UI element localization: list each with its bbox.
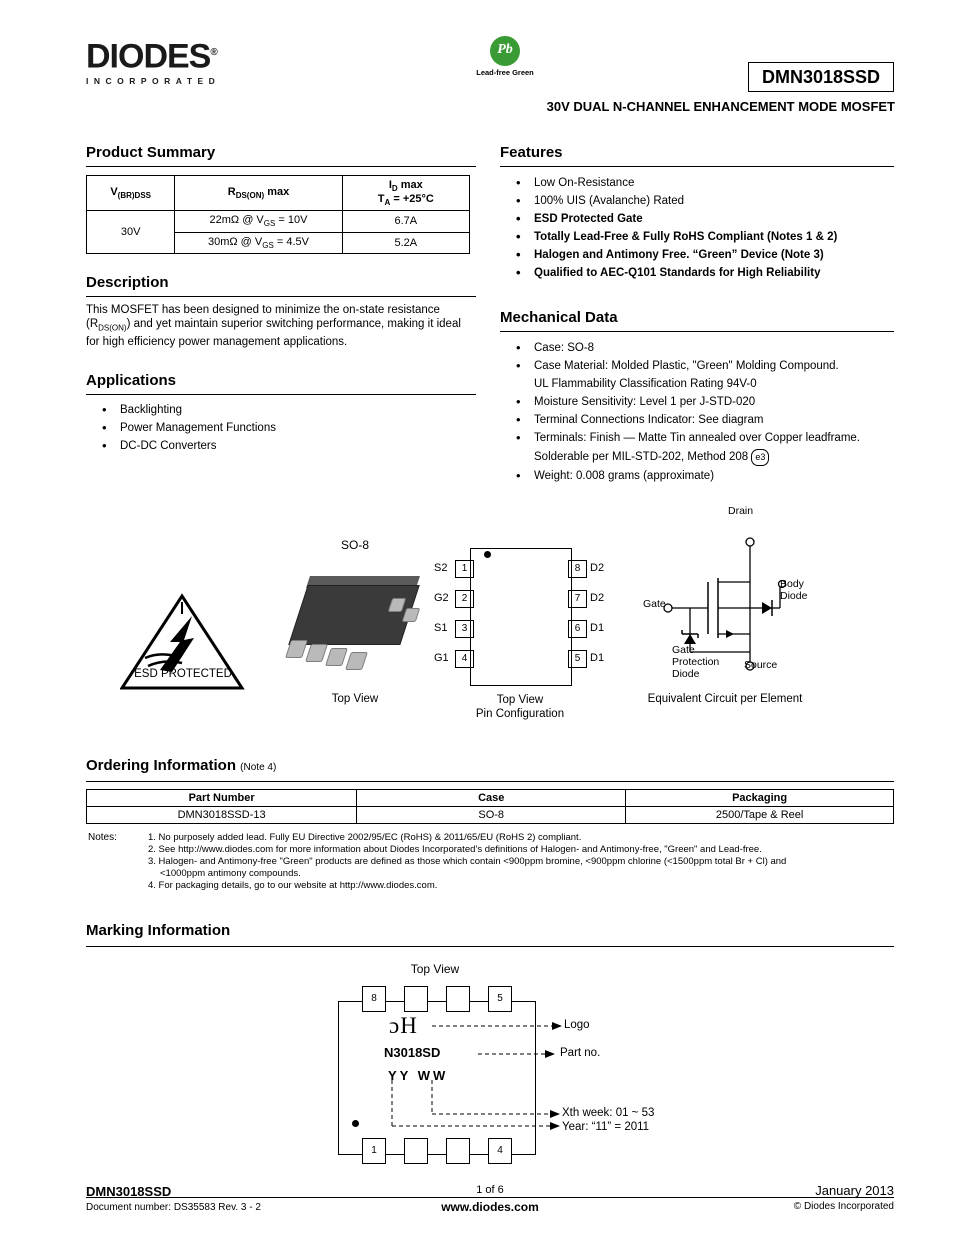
list-item: • 100% UIS (Avalanche) Rated [508, 194, 908, 209]
notes-list [148, 832, 888, 892]
cell-rds-2: 30mΩ @ $V_{GS} = 4.5V$ [175, 232, 342, 253]
pin-number-2: 2 [455, 590, 474, 608]
schematic-gate-label: Gate [643, 598, 666, 610]
pin-label-d1-b: D1 [590, 652, 605, 664]
divider [500, 331, 894, 332]
list-item: • Moisture Sensitivity: Level 1 per J-STD-020 [508, 395, 908, 410]
package-pin [402, 608, 421, 622]
cell-packaging: 2500/Tape & Reel [626, 807, 894, 824]
list-item: • Terminals: Finish — Matte Tin annealed over Copper leadframe. [508, 431, 908, 446]
list-item: UL Flammability Classification Rating 94V-0 [534, 378, 757, 390]
cell-case: SO-8 [357, 807, 626, 824]
marking-top-view-label: Top View [410, 962, 460, 976]
note-item: 4. For packaging details, go to our website at http://www.diodes.com. [148, 880, 438, 891]
product-summary-heading: Product Summary [86, 144, 216, 161]
pin-label-g2: G2 [434, 592, 449, 604]
table-header-row [87, 790, 894, 807]
marking-pin1-dot [352, 1120, 359, 1127]
lead-free-green-badge [470, 36, 540, 77]
pin-number-1: 1 [455, 560, 474, 578]
marking-pin-8: 8 [362, 986, 386, 1012]
list-item: • Case Material: Molded Plastic, "Green" Molding Compound. [508, 359, 908, 374]
package-name-label: SO-8 [340, 538, 369, 552]
pb-label: Lead-free Green [476, 68, 534, 77]
marking-pin-top-2 [404, 986, 428, 1012]
list-item: • Power Management Functions [94, 421, 474, 436]
schematic-gate-protection-label: Gate Protection Diode [672, 644, 720, 680]
footer-copyright: © Diodes Incorporated [793, 1201, 894, 1212]
pin-configuration-outline [470, 548, 572, 686]
list-item: • Backlighting [94, 403, 474, 418]
list-item: • Low On-Resistance [508, 176, 908, 191]
schematic-source-label: Source [744, 659, 778, 671]
note-item: 3. Halogen- and Antimony-free "Green" products are defined as those which contain <900ppm bromine, <900ppm chlorine (<1500ppm total Br + Cl) and [148, 856, 787, 867]
table-header-row [87, 176, 470, 211]
description-heading: Description [86, 274, 169, 291]
package-pin [345, 652, 368, 670]
schematic-body-diode-label: Body Diode [780, 578, 808, 602]
pin-number-3: 3 [455, 620, 474, 638]
esd-protected-label: ESD PROTECTED [134, 668, 232, 680]
pin-number-6: 6 [568, 620, 587, 638]
schematic-caption: Equivalent Circuit per Element [647, 693, 803, 705]
package-pin [305, 644, 328, 662]
marking-logo-text: ɔH [389, 1013, 418, 1038]
marking-information-heading: Marking Information [86, 922, 231, 939]
marking-legend-week: Xth week: 01 ~ 53 [562, 1107, 655, 1119]
divider [86, 296, 476, 297]
ordering-information-table [86, 789, 894, 824]
divider [500, 166, 894, 167]
divider [86, 166, 476, 167]
marking-pin-4: 4 [488, 1138, 512, 1164]
footer-part-number: DMN3018SSD [86, 1184, 172, 1199]
pin-label-s1: S1 [434, 622, 448, 634]
marking-date-code: YY WW [388, 1068, 449, 1083]
marking-pin-top-3 [446, 986, 470, 1012]
product-summary-table [86, 175, 470, 254]
col-case: Case [357, 790, 626, 807]
pin-label-s2: S2 [434, 562, 448, 574]
divider [86, 781, 894, 782]
col-vbrdss: $V_{(BR)DSS}$ [87, 176, 175, 211]
col-part-number: Part Number [87, 790, 357, 807]
pin-number-5: 5 [568, 650, 587, 668]
pin-number-4: 4 [455, 650, 474, 668]
pb-icon: Pb [490, 36, 520, 66]
cell-rds-1: 22mΩ @ $V_{GS} = 10V$ [175, 211, 342, 232]
notes-label: Notes: [88, 832, 117, 843]
col-idmax: $I_D$ max $T_A = +25^\circ C$ [342, 176, 469, 211]
list-item: • Terminal Connections Indicator: See diagram [508, 413, 908, 428]
list-item: • Case: SO-8 [508, 341, 908, 356]
pin-configuration-caption: Top View Pin Configuration [475, 694, 565, 720]
logo-subtext: INCORPORATED [86, 76, 221, 87]
footer-website-link[interactable]: www.diodes.com [441, 1200, 539, 1214]
divider [86, 946, 894, 947]
footer-date: January 2013 [815, 1183, 894, 1198]
applications-heading: Applications [86, 372, 177, 389]
document-subtitle: 30V DUAL N-CHANNEL ENHANCEMENT MODE MOSFET [546, 99, 895, 114]
col-packaging: Packaging [626, 790, 894, 807]
cell-id-2: 5.2A [342, 232, 469, 253]
list-item: • DC-DC Converters [94, 439, 474, 454]
features-heading: Features [500, 144, 563, 161]
schematic-drain-label: Drain [728, 505, 754, 517]
part-number: DMN3018SSD [761, 67, 881, 87]
package-pin [325, 648, 348, 666]
pin-number-8: 8 [568, 560, 587, 578]
table-row [87, 211, 470, 232]
package-top-view-caption: Top View [331, 693, 379, 705]
cell-breakdown-voltage: 30V [87, 211, 175, 253]
note-item-cont: <1000ppm antimony compounds. [160, 868, 301, 879]
pin1-dot-marker [484, 551, 491, 558]
list-item: • ESD Protected Gate [508, 212, 908, 227]
marking-legend-logo: Logo [564, 1019, 590, 1031]
description-text: This MOSFET has been designed to minimize the on-state resistance $(R_{DS(ON)})$ and yet maintain superior switching performance, making it ideal for high efficiency power management applications. [86, 304, 461, 349]
footer-page-number: 1 of 6 [476, 1184, 504, 1196]
pin-label-d1-a: D1 [590, 622, 605, 634]
marking-legend-year: Year: “11” = 2011 [562, 1121, 650, 1133]
mechanical-data-heading: Mechanical Data [500, 309, 618, 326]
note-item: 2. See http://www.diodes.com for more information about Diodes Incorporated’s definitions of Halogen- and Antimony-free, "Green" and Lead-free. [148, 844, 762, 855]
divider [86, 394, 476, 395]
list-item: • Totally Lead-Free & Fully RoHS Compliant (Notes 1 & 2) [508, 230, 908, 245]
ordering-information-heading: Ordering Information (Note 4) [86, 757, 277, 774]
features-list [508, 176, 908, 284]
cell-id-1: 6.7A [342, 211, 469, 232]
marking-pin-5: 5 [488, 986, 512, 1012]
list-item: • Qualified to AEC-Q101 Standards for High Reliability [508, 266, 908, 281]
col-rdson: $R_{DS(ON)}$ max [175, 176, 342, 211]
marking-legend-partno: Part no. [560, 1047, 601, 1059]
part-number-box [748, 62, 894, 92]
marking-part-text: N3018SD [384, 1045, 441, 1060]
pin-label-d2-a: D2 [590, 562, 605, 574]
diodes-logo [86, 36, 266, 86]
list-item: Solderable per MIL-STD-202, Method 208 e3 [508, 449, 908, 466]
pin-label-g1: G1 [434, 652, 449, 664]
pin-number-7: 7 [568, 590, 587, 608]
list-item: • Halogen and Antimony Free. “Green” Device (Note 3) [508, 248, 908, 263]
applications-list [94, 403, 474, 457]
package-body [288, 585, 419, 645]
footer-document-number: Document number: DS35583 Rev. 3 - 2 [86, 1202, 261, 1213]
list-item: • Weight: 0.008 grams (approximate) [508, 469, 908, 484]
e3-icon: e3 [751, 449, 769, 466]
cell-part-number: DMN3018SSD-13 [87, 807, 357, 824]
marking-pin-1: 1 [362, 1138, 386, 1164]
pin-label-d2-b: D2 [590, 592, 605, 604]
table-row [87, 807, 894, 824]
note-item: 1. No purposely added lead. Fully EU Directive 2002/95/EC (RoHS) & 2011/65/EU (RoHS 2) compliant. [148, 832, 582, 843]
logo-wordmark: DIODES® [86, 37, 217, 76]
mechanical-data-list [508, 341, 908, 487]
